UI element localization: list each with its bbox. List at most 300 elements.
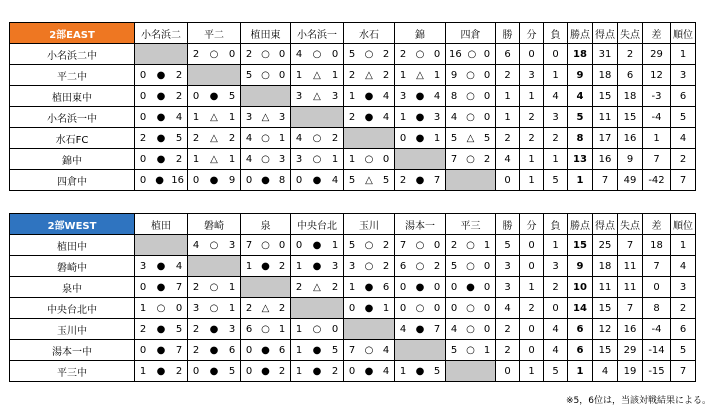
result-symbol: ○ xyxy=(466,239,475,251)
goals-for: 2 xyxy=(139,132,147,144)
self-match-cell xyxy=(135,235,188,256)
goals-against-total: 2 xyxy=(618,44,643,65)
goals-for: 0 xyxy=(450,281,458,293)
match-result-cell xyxy=(344,361,395,382)
goals-against: 0 xyxy=(483,281,491,293)
match-result-cell xyxy=(241,298,291,319)
match-result-cell xyxy=(241,149,291,170)
opponent-header: 泉 xyxy=(241,214,291,235)
goals-against: 0 xyxy=(483,260,491,272)
result-symbol: ● xyxy=(364,90,374,102)
points: 8 xyxy=(568,128,593,149)
goals-against: 5 xyxy=(175,323,183,335)
self-match-cell xyxy=(291,298,344,319)
goals-for: 1 xyxy=(139,302,147,314)
self-match-cell xyxy=(395,149,446,170)
result-symbol: ○ xyxy=(209,281,219,293)
goals-for: 7 xyxy=(245,239,253,251)
opponent-header: 錦 xyxy=(395,23,446,44)
result-symbol: ● xyxy=(261,344,270,356)
self-match-cell xyxy=(135,44,188,65)
result-symbol: ● xyxy=(415,281,425,293)
result-symbol: △ xyxy=(313,69,321,81)
rank: 4 xyxy=(671,128,696,149)
team-name: 植田中 xyxy=(10,235,135,256)
result-symbol: ○ xyxy=(312,153,322,165)
wins: 3 xyxy=(496,256,520,277)
goals-against: 2 xyxy=(175,69,183,81)
match-result-cell xyxy=(291,319,344,340)
match-result-cell xyxy=(291,256,344,277)
goal-difference: 7 xyxy=(643,256,671,277)
goals-for: 4 xyxy=(450,111,458,123)
goals-against: 2 xyxy=(382,48,390,60)
goals-against: 16 xyxy=(171,174,184,186)
match-result-cell xyxy=(188,86,241,107)
result-symbol: ● xyxy=(312,344,322,356)
goals-against: 1 xyxy=(228,281,236,293)
match-result-cell xyxy=(344,107,395,128)
match-result-cell xyxy=(241,128,291,149)
result-symbol: △ xyxy=(313,90,321,102)
table-row xyxy=(10,65,696,86)
goals-for: 6 xyxy=(245,323,253,335)
team-name: 錦中 xyxy=(10,149,135,170)
stat-header: 失点 xyxy=(618,23,643,44)
goals-against: 5 xyxy=(382,174,390,186)
result-symbol: ○ xyxy=(261,48,270,60)
team-name: 平三中 xyxy=(10,361,135,382)
goals-against: 6 xyxy=(382,281,390,293)
goals-for-total: 12 xyxy=(593,319,618,340)
draws: 1 xyxy=(520,149,544,170)
goals-for: 3 xyxy=(399,90,407,102)
wins: 1 xyxy=(496,107,520,128)
result-symbol: ○ xyxy=(209,302,219,314)
goal-difference: -15 xyxy=(643,361,671,382)
goals-against: 1 xyxy=(278,132,286,144)
goals-against: 5 xyxy=(331,344,339,356)
self-match-cell xyxy=(291,107,344,128)
goals-against: 7 xyxy=(175,281,183,293)
result-symbol: ● xyxy=(261,260,270,272)
result-symbol: ○ xyxy=(466,111,475,123)
opponent-header: 水石 xyxy=(344,23,395,44)
result-symbol: ● xyxy=(364,365,374,377)
result-symbol: ● xyxy=(209,323,219,335)
goals-against: 2 xyxy=(331,132,339,144)
goals-against: 0 xyxy=(433,48,441,60)
goals-for: 0 xyxy=(139,69,147,81)
match-result-cell xyxy=(395,277,446,298)
wins: 2 xyxy=(496,65,520,86)
goal-difference: 1 xyxy=(643,128,671,149)
goals-for: 3 xyxy=(139,260,147,272)
footnote: ※5，6位は，当該対戦結果による。 xyxy=(566,396,711,406)
match-result-cell xyxy=(188,170,241,191)
result-symbol: ○ xyxy=(261,323,270,335)
goals-for-total: 11 xyxy=(593,277,618,298)
match-result-cell xyxy=(241,361,291,382)
goals-against: 1 xyxy=(331,239,339,251)
draws: 2 xyxy=(520,128,544,149)
goals-for: 0 xyxy=(399,302,407,314)
match-result-cell xyxy=(291,128,344,149)
goals-against: 1 xyxy=(433,132,441,144)
stat-header: 得点 xyxy=(593,23,618,44)
opponent-header: 小名浜一 xyxy=(291,23,344,44)
goals-for-total: 25 xyxy=(593,235,618,256)
goals-against: 2 xyxy=(382,69,390,81)
team-name: 磐崎中 xyxy=(10,256,135,277)
opponent-header: 小名浜二 xyxy=(135,23,188,44)
goals-against-total: 16 xyxy=(618,319,643,340)
goals-against: 0 xyxy=(382,153,390,165)
result-symbol: ● xyxy=(364,281,374,293)
goals-for: 2 xyxy=(295,281,303,293)
goals-for: 1 xyxy=(192,153,200,165)
match-result-cell xyxy=(135,340,188,361)
result-symbol: ● xyxy=(415,90,425,102)
draws: 1 xyxy=(520,170,544,191)
match-result-cell xyxy=(291,235,344,256)
result-symbol: ● xyxy=(156,111,166,123)
match-result-cell xyxy=(446,235,496,256)
result-symbol: ○ xyxy=(415,302,425,314)
goals-for: 1 xyxy=(192,111,200,123)
losses: 3 xyxy=(544,256,568,277)
result-symbol: ○ xyxy=(312,132,322,144)
result-symbol: ○ xyxy=(466,323,475,335)
points: 1 xyxy=(568,361,593,382)
goals-against: 4 xyxy=(382,90,390,102)
goals-against: 1 xyxy=(382,302,390,314)
goals-against: 4 xyxy=(175,260,183,272)
goals-against: 4 xyxy=(382,111,390,123)
goals-for: 2 xyxy=(399,174,407,186)
goals-for: 0 xyxy=(348,302,356,314)
points: 1 xyxy=(568,170,593,191)
match-result-cell xyxy=(188,340,241,361)
stat-header: 勝 xyxy=(496,23,520,44)
result-symbol: ○ xyxy=(364,239,374,251)
losses: 0 xyxy=(544,44,568,65)
losses: 1 xyxy=(544,149,568,170)
match-result-cell xyxy=(446,86,496,107)
rank: 3 xyxy=(671,65,696,86)
stat-header: 得点 xyxy=(593,214,618,235)
draws: 2 xyxy=(520,298,544,319)
match-result-cell xyxy=(291,170,344,191)
goals-against: 0 xyxy=(483,323,491,335)
table-row xyxy=(10,44,696,65)
header-row xyxy=(10,23,696,44)
result-symbol: ● xyxy=(466,281,475,293)
match-result-cell xyxy=(135,107,188,128)
match-result-cell xyxy=(135,319,188,340)
goals-for: 1 xyxy=(399,365,407,377)
goals-for-total: 16 xyxy=(593,149,618,170)
match-result-cell xyxy=(291,277,344,298)
stat-header: 失点 xyxy=(618,214,643,235)
match-result-cell xyxy=(446,298,496,319)
opponent-header: 湯本一 xyxy=(395,214,446,235)
goals-for: 2 xyxy=(192,344,200,356)
goals-for: 1 xyxy=(295,344,303,356)
goals-for: 5 xyxy=(245,69,253,81)
goal-difference: 0 xyxy=(643,277,671,298)
goals-for: 1 xyxy=(245,260,253,272)
goal-difference: 12 xyxy=(643,65,671,86)
goals-against: 7 xyxy=(175,344,183,356)
goals-against: 7 xyxy=(433,174,441,186)
match-result-cell xyxy=(446,65,496,86)
goals-against: 2 xyxy=(382,260,390,272)
opponent-header: 中央台北 xyxy=(291,214,344,235)
team-name: 平二中 xyxy=(10,65,135,86)
match-result-cell xyxy=(395,298,446,319)
result-symbol: ● xyxy=(156,365,166,377)
goals-for-total: 31 xyxy=(593,44,618,65)
match-result-cell xyxy=(291,86,344,107)
goals-for: 4 xyxy=(450,323,458,335)
result-symbol: ● xyxy=(312,260,322,272)
goals-for-total: 15 xyxy=(593,340,618,361)
goals-for: 1 xyxy=(348,153,356,165)
result-symbol: ○ xyxy=(261,69,270,81)
match-result-cell xyxy=(446,128,496,149)
goals-for-total: 7 xyxy=(593,170,618,191)
goals-for: 0 xyxy=(245,344,253,356)
rank: 3 xyxy=(671,277,696,298)
east-standings-table xyxy=(9,22,696,191)
rank: 5 xyxy=(671,340,696,361)
match-result-cell xyxy=(135,361,188,382)
match-result-cell xyxy=(135,65,188,86)
goals-against: 2 xyxy=(331,281,339,293)
match-result-cell xyxy=(344,340,395,361)
goals-for: 0 xyxy=(139,344,147,356)
goals-against-total: 19 xyxy=(618,361,643,382)
result-symbol: ○ xyxy=(415,48,425,60)
goals-for: 1 xyxy=(295,365,303,377)
goal-difference: -3 xyxy=(643,86,671,107)
stat-header: 順位 xyxy=(671,214,696,235)
goals-against: 5 xyxy=(433,365,441,377)
result-symbol: ○ xyxy=(312,323,322,335)
opponent-header: 平三 xyxy=(446,214,496,235)
result-symbol: ● xyxy=(155,174,164,186)
goals-against: 1 xyxy=(228,111,236,123)
goals-for: 2 xyxy=(192,323,200,335)
match-result-cell xyxy=(241,107,291,128)
goals-against: 3 xyxy=(331,260,339,272)
self-match-cell xyxy=(188,256,241,277)
goals-for: 5 xyxy=(450,260,458,272)
goals-for: 1 xyxy=(139,365,147,377)
result-symbol: ○ xyxy=(466,69,475,81)
rank: 2 xyxy=(671,149,696,170)
goals-against: 3 xyxy=(331,90,339,102)
table-row xyxy=(10,277,696,298)
wins: 4 xyxy=(496,149,520,170)
points: 13 xyxy=(568,149,593,170)
self-match-cell xyxy=(241,86,291,107)
result-symbol: ○ xyxy=(364,260,374,272)
team-name: 小名浜一中 xyxy=(10,107,135,128)
self-match-cell xyxy=(446,361,496,382)
rank: 4 xyxy=(671,256,696,277)
result-symbol: ○ xyxy=(261,153,270,165)
self-match-cell xyxy=(395,340,446,361)
points: 9 xyxy=(568,65,593,86)
goals-against-total: 7 xyxy=(618,235,643,256)
rank: 7 xyxy=(671,170,696,191)
stat-header: 勝 xyxy=(496,214,520,235)
goals-against: 1 xyxy=(331,69,339,81)
goals-against: 2 xyxy=(278,302,286,314)
goals-for: 4 xyxy=(245,153,253,165)
points: 18 xyxy=(568,44,593,65)
result-symbol: ○ xyxy=(466,90,475,102)
goals-for: 4 xyxy=(295,48,303,60)
goals-for: 2 xyxy=(399,48,407,60)
goals-against: 4 xyxy=(175,111,183,123)
goals-against-total: 16 xyxy=(618,128,643,149)
goals-for: 3 xyxy=(192,302,200,314)
goals-against-total: 18 xyxy=(618,86,643,107)
rank: 6 xyxy=(671,319,696,340)
match-result-cell xyxy=(291,340,344,361)
match-result-cell xyxy=(446,149,496,170)
goals-against: 0 xyxy=(278,69,286,81)
goals-for: 5 xyxy=(348,174,356,186)
result-symbol: △ xyxy=(416,69,424,81)
goals-against: 3 xyxy=(278,153,286,165)
result-symbol: ● xyxy=(415,174,425,186)
result-symbol: ● xyxy=(156,344,166,356)
goals-against: 7 xyxy=(433,323,441,335)
opponent-header: 植田東 xyxy=(241,23,291,44)
goals-against: 1 xyxy=(483,239,491,251)
wins: 6 xyxy=(496,44,520,65)
goals-for: 0 xyxy=(348,365,356,377)
goals-against: 1 xyxy=(228,153,236,165)
table-row xyxy=(10,340,696,361)
stat-header: 負 xyxy=(544,214,568,235)
goals-for-total: 4 xyxy=(593,361,618,382)
goals-against: 0 xyxy=(433,281,441,293)
match-result-cell xyxy=(395,170,446,191)
result-symbol: ● xyxy=(156,90,166,102)
match-result-cell xyxy=(241,65,291,86)
result-symbol: △ xyxy=(365,69,373,81)
result-symbol: ○ xyxy=(312,48,322,60)
goals-for: 0 xyxy=(399,281,407,293)
goals-for: 7 xyxy=(399,239,407,251)
losses: 0 xyxy=(544,298,568,319)
goals-against: 0 xyxy=(483,90,491,102)
match-result-cell xyxy=(344,170,395,191)
goals-against: 8 xyxy=(278,174,286,186)
match-result-cell xyxy=(291,65,344,86)
table-row xyxy=(10,298,696,319)
losses: 4 xyxy=(544,319,568,340)
draws: 0 xyxy=(520,256,544,277)
goals-for: 1 xyxy=(399,69,407,81)
draws: 0 xyxy=(520,340,544,361)
goals-for-total: 18 xyxy=(593,256,618,277)
draws: 0 xyxy=(520,235,544,256)
wins: 1 xyxy=(496,86,520,107)
goals-for: 2 xyxy=(348,69,356,81)
goals-for: 3 xyxy=(295,153,303,165)
goals-against: 9 xyxy=(228,174,236,186)
goals-for: 0 xyxy=(139,281,147,293)
goals-for: 5 xyxy=(450,132,458,144)
result-symbol: ○ xyxy=(466,260,475,272)
points: 6 xyxy=(568,340,593,361)
result-symbol: △ xyxy=(365,174,373,186)
goals-for-total: 17 xyxy=(593,128,618,149)
goals-for: 0 xyxy=(139,153,147,165)
wins: 3 xyxy=(496,277,520,298)
match-result-cell xyxy=(395,86,446,107)
self-match-cell xyxy=(188,65,241,86)
goals-against: 2 xyxy=(175,90,183,102)
draws: 0 xyxy=(520,319,544,340)
result-symbol: ○ xyxy=(364,153,374,165)
match-result-cell xyxy=(344,298,395,319)
result-symbol: △ xyxy=(210,153,218,165)
match-result-cell xyxy=(291,44,344,65)
stat-header: 分 xyxy=(520,214,544,235)
wins: 2 xyxy=(496,128,520,149)
match-result-cell xyxy=(135,128,188,149)
wins: 0 xyxy=(496,361,520,382)
table-row xyxy=(10,235,696,256)
result-symbol: ● xyxy=(156,153,166,165)
goals-against-total: 49 xyxy=(618,170,643,191)
self-match-cell xyxy=(344,128,395,149)
team-name: 中央台北中 xyxy=(10,298,135,319)
goals-for: 3 xyxy=(245,111,253,123)
match-result-cell xyxy=(188,277,241,298)
team-name: 植田東中 xyxy=(10,86,135,107)
goals-against: 0 xyxy=(433,239,441,251)
goals-against: 1 xyxy=(433,69,441,81)
match-result-cell xyxy=(344,44,395,65)
goals-against: 0 xyxy=(433,302,441,314)
match-result-cell xyxy=(241,340,291,361)
draws: 2 xyxy=(520,107,544,128)
goals-for: 2 xyxy=(245,48,253,60)
result-symbol: ○ xyxy=(466,302,475,314)
goals-for: 1 xyxy=(348,90,356,102)
match-result-cell xyxy=(446,340,496,361)
goals-for: 2 xyxy=(192,132,200,144)
goals-against-total: 11 xyxy=(618,256,643,277)
match-result-cell xyxy=(446,107,496,128)
self-match-cell xyxy=(241,277,291,298)
opponent-header: 磐崎 xyxy=(188,214,241,235)
goals-for: 0 xyxy=(245,174,253,186)
goals-for: 2 xyxy=(245,302,253,314)
points: 5 xyxy=(568,107,593,128)
result-symbol: ● xyxy=(156,323,166,335)
stat-header: 負 xyxy=(544,23,568,44)
result-symbol: ○ xyxy=(364,344,374,356)
